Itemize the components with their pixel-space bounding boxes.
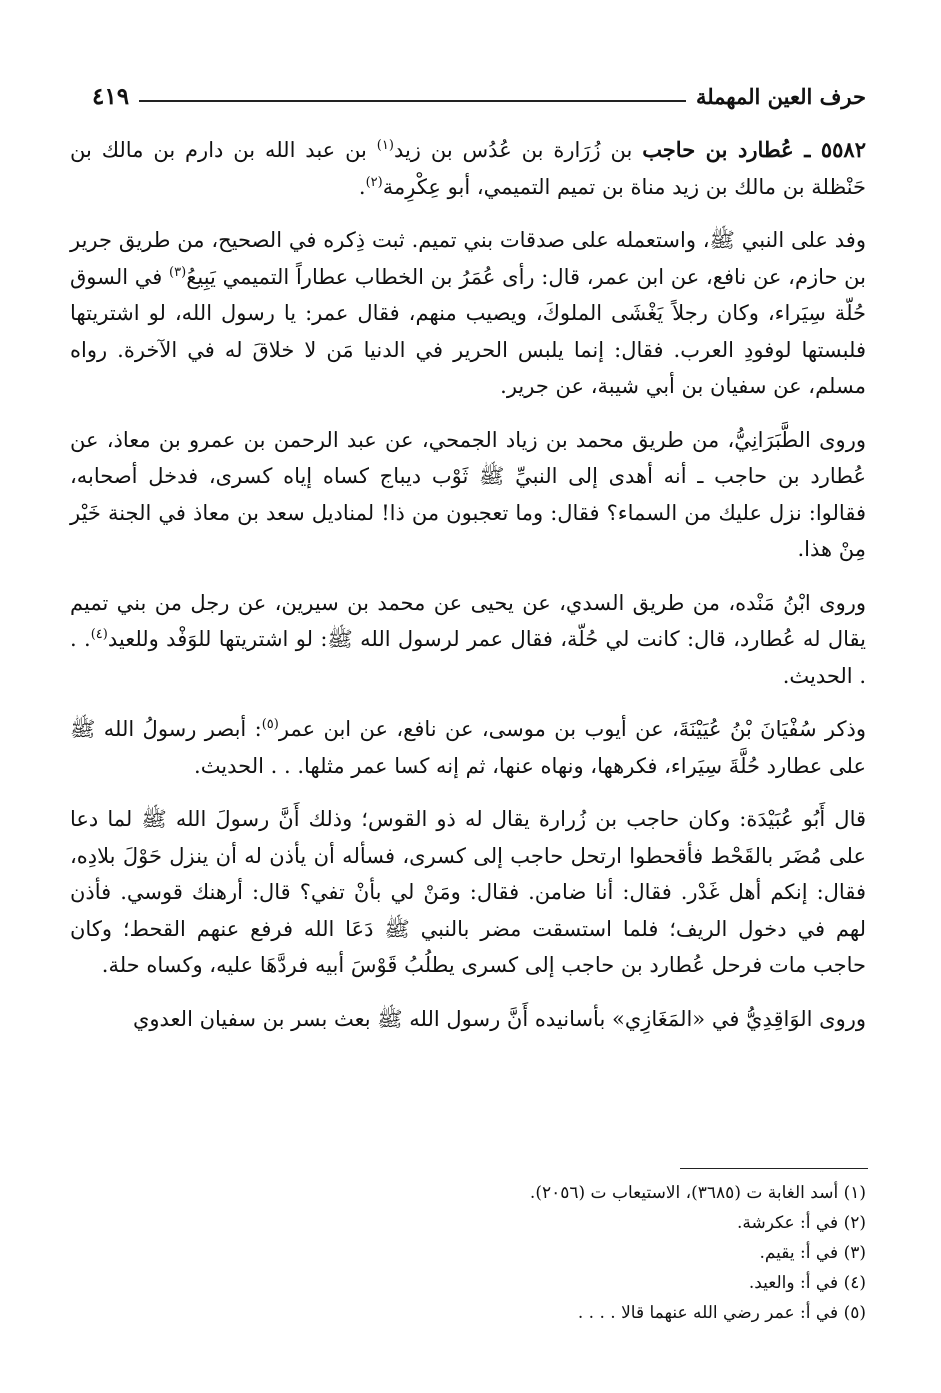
main-text [70,132,866,1054]
entry-lineage-end: . [358,174,366,199]
entry-lineage-2: بن عبد الله بن دارم بن مالك بن حَنْظلة بن مالك بن زيد مناة بن تميم التميمي، أبو عِكْرِمة [70,138,866,199]
paragraph-6: وروى الوَاقِدِيُّ في «المَغَازِي» بأسانيده أَنَّ رسول الله ﷺ بعث بسر بن سفيان العدوي [132,1006,866,1031]
paragraph-1-part-2: في السوق حُلّة سِيَراء، وكان رجلاً يَغْشَى الملوكَ، ويصيب منهم، فقال عمر: يا رسول الله، لو اشتريتها فلبستها لوفودِ العرب. فقال: إنما يلبس الحرير في الدنيا مَن لا خلاقَ له في الآخرة. رواه مسلم، عن سفيان بن أبي شيبة، عن جرير. [70,264,866,398]
paragraph-4-part-2: : أبصر رسولُ الله ﷺ على عطارد حُلَّةَ سِيَراء، فكرهها، ونهاه عنها، ثم إنه كسا عمر مثلها. . . الحديث. [70,717,866,778]
footnote-ref-4[interactable]: (٤) [90,627,108,642]
footnote-4: (٤) في أ: والعيد. [748,1273,866,1293]
running-title: حرف العين المهملة [695,83,866,109]
paragraph-3 [70,585,866,695]
footnote-ref-3[interactable]: (٣) [169,264,187,280]
header-rule [139,100,686,102]
footnotes [300,1178,866,1328]
page-number: ٤١٩ [92,82,130,110]
paragraph-4 [70,711,866,784]
footnote-ref-1[interactable]: (١) [376,138,394,153]
footnote-3: (٣) في أ: يقيم. [759,1243,866,1263]
paragraph-1-part-1: وفد على النبي ﷺ، واستعمله على صدقات بني تميم. ثبت ذِكره في الصحيح، من طريق جرير بن حازم، عن نافع، عن ابن عمر، قال: رأى عُمَرُ بن الخطاب عطاراً التميمي يَبِيعُ [70,228,866,289]
footnote-2: (٢) في أ: عكرشة. [736,1213,866,1233]
paragraph-5: قال أَبُو عُبَيْدَة: وكان حاجب بن زُرارة يقال له ذو القوس؛ وذلك أَنَّ رسولَ الله ﷺ لما دعا على مُضَر بالقَحْط فأقحطوا ارتحل حاجب إلى كسرى، فسأله أن يأذن له أن ينزل حَوْلَ بلادِه، فقال: إنكم أهل غَدْر. فقال: أنا ضامن. فقال: ومَنْ لي بأنْ تفي؟ قال: أرهنك قوسي. فأذن لهم في دخول الريف؛ فلما استسقت مضر بالنبي ﷺ دَعَا الله فرفع عنهم القحط؛ وكان حاجب مات فرحل عُطارد بن حاجب إلى كسرى يطلُبُ قَوْسَ أبيه فردَّهَا عليه، وكساه حلة. [70,807,866,977]
paragraph-1 [70,222,866,405]
paragraph-2: وروى الطَّبَرَانِيُّ، من طريق محمد بن زياد الجمحي، عن عبد الرحمن بن عمرو بن معاذ، عن عُطارد بن حاجب ـ أنه أهدى إلى النبيِّ ﷺ ثَوْب ديباج كساه إياه كسرى، فدخل أصحابه، فقالوا: نزل عليك من السماء؟ فقال: وما تعجبون من ذا! لمناديل سعد بن معاذ في الجنة خَيْر مِنْ هذا. [70,427,866,561]
entry-heading-paragraph [70,132,866,205]
footnote-ref-5[interactable]: (٥) [261,717,279,732]
footnote-1: (١) أسد الغابة ت (٣٦٨٥)، الاستيعاب ت (٢٠٥٦). [529,1183,866,1203]
footnote-5: (٥) في أ: عمر رضي الله عنهما قالا . . . . [577,1303,866,1323]
paragraph-3-part-1: وروى ابْنُ مَنْده، من طريق السدي، عن يحيى عن محمد بن سيرين، عن رجل من بني تميم يقال له عُطارد، قال: كانت لي حُلّة، فقال عمر لرسول الله ﷺ: لو اشتريتها للوَفْد وللعيد [70,590,866,651]
paragraph-3-part-2: . . . الحديث. [70,627,866,688]
footnote-ref-2[interactable]: (٢) [365,174,383,190]
entry-title: ٥٥٨٢ ـ عُطارد بن حاجب [642,137,866,162]
paragraph-4-part-1: وذكر سُفْيَانَ بْنُ عُيَيْنَةَ، عن أيوب بن موسى، عن نافع، عن ابن عمر [278,717,866,741]
entry-lineage-1: بن زُرَارة بن عُدُس بن زيد [393,138,643,162]
footnote-separator [680,1168,868,1169]
page-header [92,78,866,114]
